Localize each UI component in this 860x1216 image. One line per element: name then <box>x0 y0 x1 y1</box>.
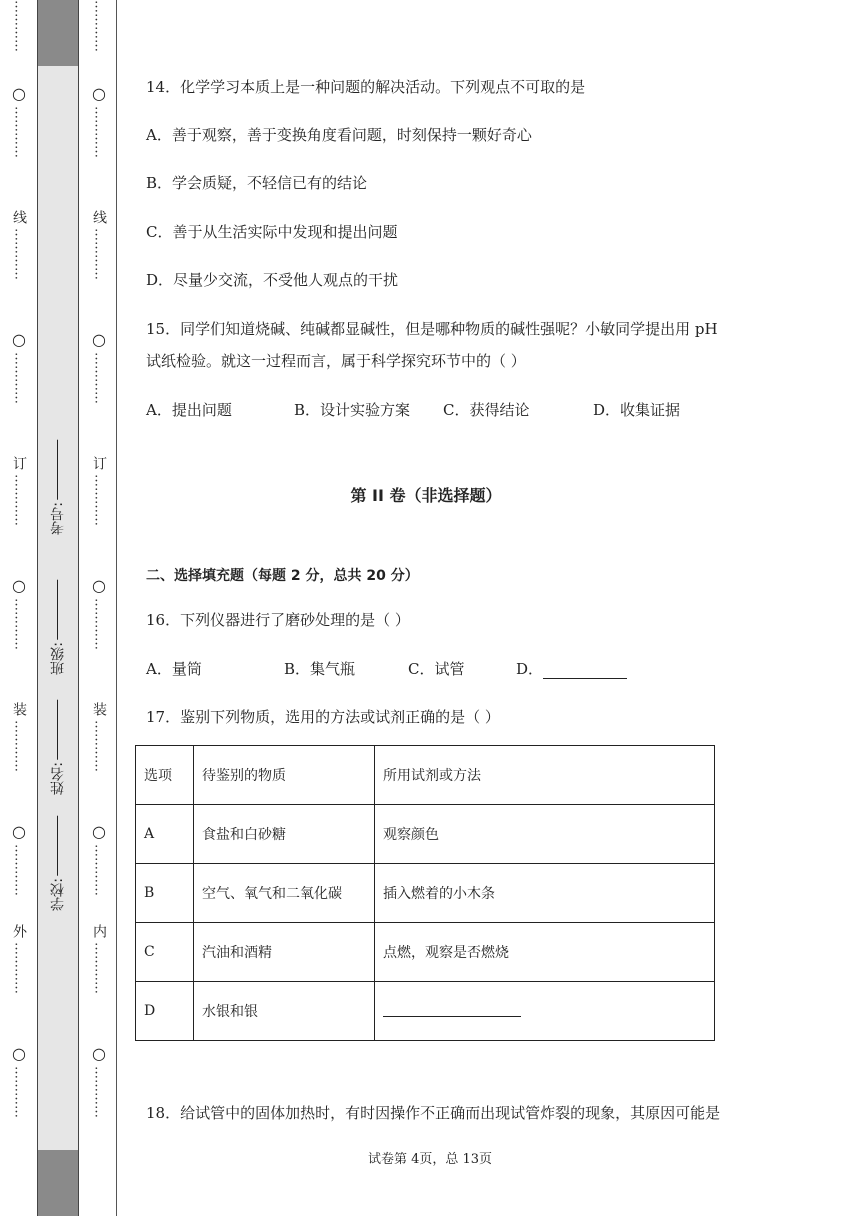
inner-circle-2: ○ <box>92 330 106 349</box>
outer-label-xian: 线 <box>11 210 27 224</box>
inner-circle-3: ○ <box>92 576 106 595</box>
q14-stem: 14．化学学习本质上是一种问题的解决活动。下列观点不可取的是 <box>146 78 586 96</box>
school-field[interactable]: 学校: <box>48 816 68 911</box>
q16-option-b: B．集气瓶 <box>284 660 356 678</box>
table-row <box>136 923 715 982</box>
inner-label-ding: 订 <box>91 456 107 470</box>
table-cell-answer-blank[interactable] <box>375 982 715 1041</box>
outer-cut-line: ………… ○ ………… 线 ………… ○ ………… 订 ………… ○ ………… 装 ………… ○ ………… 外 ………… ○ ………… <box>11 0 27 1118</box>
student-info-fields <box>44 0 72 1216</box>
table-header-cell: 选项 <box>136 746 194 805</box>
table-cell: 点燃，观察是否燃烧 <box>375 923 715 982</box>
q16-answer-blank[interactable] <box>543 664 627 679</box>
outer-circle-2: ○ <box>12 330 26 349</box>
inner-label-zhuang: 装 <box>91 702 107 716</box>
page-footer: 试卷第 4页，总 13页 <box>367 1152 493 1167</box>
q15-stem-line2: 试纸检验。就这一过程而言，属于科学探究环节中的（ ） <box>146 352 526 370</box>
table-cell: D <box>136 982 194 1041</box>
q16-option-c: C．试管 <box>408 660 465 678</box>
q14-option-d: D．尽量少交流，不受他人观点的干扰 <box>146 271 399 289</box>
outer-side-label: 外 <box>11 924 27 938</box>
q15-stem-line1: 15．同学们知道烧碱、纯碱都显碱性，但是哪种物质的碱性强呢？小敏同学提出用 pH <box>146 320 718 338</box>
table-header-cell: 所用试剂或方法 <box>375 746 715 805</box>
q15-option-b: B．设计实验方案 <box>294 401 411 419</box>
margin-border-right <box>116 0 117 1216</box>
outer-label-zhuang: 装 <box>11 702 27 716</box>
inner-circle-4: ○ <box>92 822 106 841</box>
table-header-cell: 待鉴别的物质 <box>194 746 375 805</box>
table-row <box>136 805 715 864</box>
q17-d-answer-blank[interactable] <box>383 1002 521 1017</box>
outer-circle-3: ○ <box>12 576 26 595</box>
class-field[interactable]: 班级: <box>48 580 68 675</box>
section-2-title: 第 II 卷（非选择题） <box>350 486 502 505</box>
q16-option-d: D． <box>516 658 627 679</box>
q16-stem: 16．下列仪器进行了磨砂处理的是（ ） <box>146 611 410 629</box>
table-cell: 观察颜色 <box>375 805 715 864</box>
q15-option-d: D．收集证据 <box>593 401 681 419</box>
table-cell: 空气、氧气和二氧化碳 <box>194 864 375 923</box>
q16-option-a: A．量筒 <box>146 660 202 678</box>
table-row <box>136 864 715 923</box>
inner-label-xian: 线 <box>91 210 107 224</box>
outer-circle-1: ○ <box>12 84 26 103</box>
inner-circle-1: ○ <box>92 84 106 103</box>
q14-option-c: C．善于从生活实际中发现和提出问题 <box>146 223 398 241</box>
q15-option-a: A．提出问题 <box>146 401 232 419</box>
outer-circle-4: ○ <box>12 822 26 841</box>
q14-option-a: A．善于观察，善于变换角度看问题，时刻保持一颗好奇心 <box>146 126 532 144</box>
inner-cut-line: ………… ○ ………… 线 ………… ○ ………… 订 ………… ○ ………… 装 ………… ○ ………… 内 ………… ○ ………… <box>91 0 107 1118</box>
q14-option-b: B．学会质疑，不轻信已有的结论 <box>146 174 368 192</box>
exam-no-field[interactable]: 考号: <box>48 440 68 535</box>
table-cell: C <box>136 923 194 982</box>
inner-circle-5: ○ <box>92 1044 106 1063</box>
table-cell: 水银和银 <box>194 982 375 1041</box>
table-header-row <box>136 746 715 805</box>
q15-option-c: C．获得结论 <box>443 401 530 419</box>
table-cell: 插入燃着的小木条 <box>375 864 715 923</box>
table-cell: B <box>136 864 194 923</box>
q18-stem: 18．给试管中的固体加热时，有时因操作不正确而出现试管炸裂的现象，其原因可能是 <box>146 1104 721 1122</box>
q17-table <box>135 745 715 1041</box>
table-cell: A <box>136 805 194 864</box>
table-row <box>136 982 715 1041</box>
table-cell: 食盐和白砂糖 <box>194 805 375 864</box>
q17-stem: 17．鉴别下列物质，选用的方法或试剂正确的是（ ） <box>146 708 500 726</box>
name-field[interactable]: 姓名: <box>48 700 68 795</box>
outer-label-ding: 订 <box>11 456 27 470</box>
table-cell: 汽油和酒精 <box>194 923 375 982</box>
part-2-heading: 二、选择填充题（每题 2 分，总共 20 分） <box>146 568 419 584</box>
outer-circle-5: ○ <box>12 1044 26 1063</box>
inner-side-label: 内 <box>91 924 107 938</box>
